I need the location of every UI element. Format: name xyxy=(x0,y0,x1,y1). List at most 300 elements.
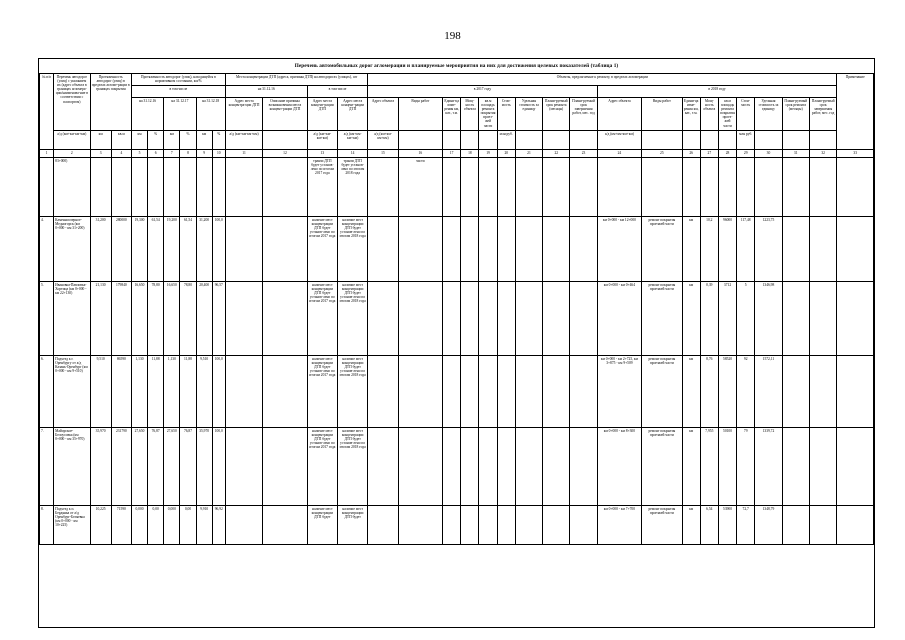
table-cell-c19 xyxy=(479,158,497,217)
hdr-empty-16 xyxy=(398,131,442,150)
table-cell-c6: 76,87 xyxy=(148,428,164,506)
table-cell-no xyxy=(40,158,54,217)
hdr-empty-30 xyxy=(755,131,782,150)
hdr-mln-2018: млн руб. xyxy=(737,131,755,150)
table-cell-c28 xyxy=(718,158,736,217)
table-cell-c12 xyxy=(263,428,307,506)
column-number: 1 xyxy=(40,150,54,158)
hdr-year-2017: в 2017 году xyxy=(368,86,597,98)
table-cell-c3: 9,510 xyxy=(90,356,111,428)
table-cell-c3 xyxy=(90,158,111,217)
table-cell-c8: 61,54 xyxy=(180,217,196,282)
hdr-empty-32 xyxy=(809,131,837,150)
table-cell-c30: 1223,75 xyxy=(755,217,782,282)
hdr-address-dtp-2017: Адрес места концент-рации ДТП xyxy=(307,98,337,131)
table-cell-c29: 5 xyxy=(737,282,755,356)
table-cell-name: Подъезд к п. Бердянка от а/д Оренбург-Беляевка (км 0+000 - км 10+225) xyxy=(54,506,90,545)
table-sheet xyxy=(38,58,875,628)
table-cell-c25 xyxy=(642,158,682,217)
table-cell-c27: 8,76 xyxy=(700,356,718,428)
table-cell-c10: 96,57 xyxy=(212,282,225,356)
column-number: 3 xyxy=(90,150,111,158)
table-cell-c9 xyxy=(196,158,212,217)
table-cell-c33 xyxy=(837,428,874,506)
table-cell-c23 xyxy=(570,506,597,545)
table-cell-c11 xyxy=(225,158,262,217)
hdr-obj-address-2017: Адрес объекта xyxy=(368,98,398,131)
table-cell-c22 xyxy=(543,428,570,506)
hdr-ab-km-6: а/д (км+км-км+км) xyxy=(597,131,641,150)
hdr-dtp-date1: на 31.12.16 xyxy=(225,86,307,98)
column-number: 28 xyxy=(718,150,736,158)
table-cell-c24: км 0+000 - км 8+300 xyxy=(597,428,641,506)
table-cell-c14: наличие мест концентрации ДТП будет установ-лено по итогам 2018 года xyxy=(338,282,368,356)
table-cell-c6: 0,00 xyxy=(148,506,164,545)
table-cell-name: Ивановка-Павловка-Хортица (км 0+000 - км 22+130) xyxy=(54,282,90,356)
table-row xyxy=(40,506,874,545)
table-cell-c11 xyxy=(225,506,262,545)
table-cell-c33 xyxy=(837,356,874,428)
column-number: 17 xyxy=(443,150,461,158)
hdr-ab-km-5: а/д (км+км-км+км) xyxy=(368,131,398,150)
table-cell-c3: 10,225 xyxy=(90,506,111,545)
table-cell-c18 xyxy=(461,282,479,356)
table-cell-c26: км xyxy=(682,356,700,428)
hdr-empty-31 xyxy=(782,131,809,150)
hdr-note: Примечание xyxy=(837,74,874,150)
hdr-empty-12 xyxy=(263,131,307,150)
table-cell-c5: 1,130 xyxy=(131,356,147,428)
table-cell-c10: 100,0 xyxy=(212,356,225,428)
table-cell-c14: наличие мест концентрации ДТП будет установ-лено по итогам 2018 года xyxy=(338,428,368,506)
table-cell-c3: 31,200 xyxy=(90,217,111,282)
column-number: 16 xyxy=(398,150,442,158)
table-cell-c13: транзи ДТП будет установ-лено по итогам 2017 года xyxy=(307,158,337,217)
table-cell-name: Каменноозерное-Медногорск (км 0+000 - км 31+200) xyxy=(54,217,90,282)
hdr-work-type-2018: Виды работ xyxy=(642,98,682,131)
table-cell-c14: транзи ДТП будет установ-лено по итогам 2018 года xyxy=(338,158,368,217)
table-cell-c12 xyxy=(263,356,307,428)
table-cell-c16 xyxy=(398,356,442,428)
table-cell-c18 xyxy=(461,217,479,282)
table-cell-c12 xyxy=(263,506,307,545)
table-cell-name: Подъезд к г. Оренбургу от а/д Казань-Оренбург (км 0+000 - км 9+510) xyxy=(54,356,90,428)
table-cell-c27: 0,39 xyxy=(700,282,718,356)
table-cell-c14: наличие мест концентрации ДТП будет xyxy=(338,506,368,545)
table-cell-c19 xyxy=(479,356,497,428)
column-number: 24 xyxy=(597,150,641,158)
table-cell-c21 xyxy=(515,217,542,282)
table-cell-no: 4. xyxy=(40,217,54,282)
table-cell-c24: км 0+000 - км 0+464 xyxy=(597,282,641,356)
table-cell-c15 xyxy=(368,428,398,506)
hdr-dtp: Места концентрации ДТП (адреса, причины ДТП) на автодорогах (улицах), шт xyxy=(225,74,367,86)
column-number: 18 xyxy=(461,150,479,158)
column-number: 26 xyxy=(682,150,700,158)
table-cell-c17 xyxy=(443,506,461,545)
hdr-kvm-2018: кв.м площадь ремонта покрытия проез-жей части xyxy=(718,98,736,131)
table-cell-c16 xyxy=(398,506,442,545)
table-cell-c21 xyxy=(515,428,542,506)
hdr-date1: на 31.12.16 xyxy=(131,98,163,131)
table-cell-c10: 100,0 xyxy=(212,428,225,506)
hdr-no: № п/п xyxy=(40,74,54,150)
column-number: 31 xyxy=(782,150,809,158)
table-cell-name: Майорское-Белоусовка (км 0+000 - км 35+970) xyxy=(54,428,90,506)
hdr-length: Протяженность автодорог (улиц) в пределах агломе-рации в границах покрытия xyxy=(90,74,131,131)
table-cell-c28: 58520 xyxy=(718,356,736,428)
table-cell-c29: 92 xyxy=(737,356,755,428)
hdr-term-2018: Плани-руемый срок ремонта (месяцы) xyxy=(782,98,809,131)
table-cell-c5: 27,650 xyxy=(131,428,147,506)
table-cell-c32 xyxy=(809,158,837,217)
table-cell-c25: ремонт покрытия проезжей части xyxy=(642,506,682,545)
column-number: 21 xyxy=(515,150,542,158)
table-cell-c15 xyxy=(368,217,398,282)
column-number: 22 xyxy=(543,150,570,158)
table-cell-c20 xyxy=(497,356,515,428)
table-cell-c23 xyxy=(570,158,597,217)
hdr-empty-19 xyxy=(479,131,497,150)
table-cell-c30: 1346,98 xyxy=(755,282,782,356)
table-cell-c13: наличие мест концентрации ДТП будет xyxy=(307,506,337,545)
table-cell-no: 6. xyxy=(40,356,54,428)
table-cell-c21 xyxy=(515,506,542,545)
table-cell-c19 xyxy=(479,428,497,506)
table-cell-c8: 11,88 xyxy=(180,356,196,428)
header-row-4 xyxy=(40,131,874,150)
hdr-empty-25 xyxy=(642,131,682,150)
column-number: 19 xyxy=(479,150,497,158)
table-cell-c23 xyxy=(570,217,597,282)
hdr-cause: Описание причины возникновения места концент-рации ДТП xyxy=(263,98,307,131)
table-cell-c8: 78,80 xyxy=(180,282,196,356)
table-cell-c23 xyxy=(570,428,597,506)
table-cell-c26 xyxy=(682,158,700,217)
table-cell-c33 xyxy=(837,506,874,545)
table-cell-c32 xyxy=(809,217,837,282)
table-cell-c28: 53900 xyxy=(718,506,736,545)
table-cell-c27 xyxy=(700,158,718,217)
table-cell-c12 xyxy=(263,158,307,217)
column-number: 33 xyxy=(837,150,874,158)
column-number: 11 xyxy=(225,150,262,158)
hdr-unit-2018: Едини-ца изме-рения км, кат., т.м. xyxy=(682,98,700,131)
hdr-done-2018: Плани-руемый срок завершения работ, мес. год xyxy=(809,98,837,131)
table-cell-c31 xyxy=(782,217,809,282)
hdr-power-2018: Мощ-ность объекта xyxy=(700,98,718,131)
table-cell-c33 xyxy=(837,282,874,356)
table-cell-c29: 117,48 xyxy=(737,217,755,282)
hdr-kvm-2017: кв.м площадь ремонта покрытия проез-жей части xyxy=(479,98,497,131)
column-number: 15 xyxy=(368,150,398,158)
column-number: 25 xyxy=(642,150,682,158)
column-number: 5 xyxy=(131,150,147,158)
column-number: 29 xyxy=(737,150,755,158)
hdr-done-2017: Плани-руемый срок завершения работ, мес. год xyxy=(570,98,597,131)
table-cell-c3: 21,130 xyxy=(90,282,111,356)
table-cell-c33 xyxy=(837,217,874,282)
hdr-term-2017: Плани-руемый срок ремонта (месяцы) xyxy=(543,98,570,131)
table-cell-c24: км 0+000 - км 12+000 xyxy=(597,217,641,282)
table-cell-c25: ремонт покрытия проезжей части xyxy=(642,217,682,282)
table-cell-c17 xyxy=(443,282,461,356)
hdr-ab-km-3: а/д (км+км-км+км) xyxy=(307,131,337,150)
hdr-objects: Объекты, предлагаемые к ремонту, в пределах агломерации xyxy=(368,74,837,86)
table-cell-c20 xyxy=(497,282,515,356)
table-cell-c26: км xyxy=(682,428,700,506)
table-cell-c4: 86590 xyxy=(111,356,131,428)
table-title: Перечень автомобильных дорог агломерации и планируемые мероприятия на них для достижения целевых показателей (таблица 1) xyxy=(39,59,874,74)
table-cell-c6: 11,88 xyxy=(148,356,164,428)
table-cell-c15 xyxy=(368,282,398,356)
table-cell-c19 xyxy=(479,506,497,545)
table-cell-c29: 79 xyxy=(737,428,755,506)
table-cell-c8 xyxy=(180,158,196,217)
hdr-cost-2017: Стои-мость xyxy=(497,98,515,131)
table-cell-c27: 10,2 xyxy=(700,217,718,282)
table-cell-c4: 179840 xyxy=(111,282,131,356)
table-cell-no: 7. xyxy=(40,428,54,506)
header-row-3 xyxy=(40,98,874,131)
table-cell-c26: км xyxy=(682,282,700,356)
table-cell-c11 xyxy=(225,428,262,506)
hdr-empty-26 xyxy=(682,131,700,150)
hdr-unit-cost-2017: Удельная стоимость за единицу xyxy=(515,98,542,131)
table-cell-c7: 19,200 xyxy=(164,217,180,282)
table-cell-c15 xyxy=(368,158,398,217)
table-cell-c7: 1,130 xyxy=(164,356,180,428)
table-cell-c13: наличие мест концентрации ДТП будет установ-лено по итогам 2017 года xyxy=(307,356,337,428)
hdr-mln-2017: млн руб. xyxy=(497,131,515,150)
table-cell-c13: наличие мест концентрации ДТП будет установ-лено по итогам 2017 года xyxy=(307,217,337,282)
table-cell-c32 xyxy=(809,506,837,545)
hdr-unit-cost-2018: Удельная стоимость за единицу xyxy=(755,98,782,131)
table-cell-c22 xyxy=(543,282,570,356)
table-cell-c24 xyxy=(597,158,641,217)
table-cell-c20 xyxy=(497,158,515,217)
table-cell-c5: 16,650 xyxy=(131,282,147,356)
column-number: 20 xyxy=(497,150,515,158)
table-cell-c10 xyxy=(212,158,225,217)
hdr-empty-27 xyxy=(700,131,718,150)
table-cell-c32 xyxy=(809,428,837,506)
table-cell-c30: 1339,72 xyxy=(755,428,782,506)
hdr-cost-2018: Стои-мость xyxy=(737,98,755,131)
hdr-pct-c: % xyxy=(212,131,225,150)
table-cell-c18 xyxy=(461,506,479,545)
table-cell-c8: 0,00 xyxy=(180,506,196,545)
table-cell-c7 xyxy=(164,158,180,217)
column-number: 30 xyxy=(755,150,782,158)
table-cell-c28: 50100 xyxy=(718,428,736,506)
table-cell-c32 xyxy=(809,282,837,356)
table-row xyxy=(40,158,874,217)
table-cell-c15 xyxy=(368,506,398,545)
column-number: 10 xyxy=(212,150,225,158)
table-cell-c26: км xyxy=(682,506,700,545)
table-cell-c25: ремонт покрытия проезжей части xyxy=(642,428,682,506)
table-cell-c7: 16,650 xyxy=(164,282,180,356)
hdr-empty-23 xyxy=(570,131,597,150)
table-cell-c10: 96,92 xyxy=(212,506,225,545)
column-number: 32 xyxy=(809,150,837,158)
table-cell-c31 xyxy=(782,282,809,356)
table-cell-c3: 35,970 xyxy=(90,428,111,506)
table-cell-c18 xyxy=(461,158,479,217)
table-cell-c11 xyxy=(225,217,262,282)
table-cell-c16 xyxy=(398,282,442,356)
table-cell-c27: 6,54 xyxy=(700,506,718,545)
table-cell-c26: км xyxy=(682,217,700,282)
table-cell-c24: км 0+000 - км 2+725, км 3+875 - км 9+509 xyxy=(597,356,641,428)
hdr-including: в том числе xyxy=(131,86,225,98)
table-cell-c11 xyxy=(225,356,262,428)
column-number: 8 xyxy=(180,150,196,158)
table-cell-name: 83+000) xyxy=(54,158,90,217)
hdr-address-dtp-2018: Адрес места концент-рации ДТП xyxy=(338,98,368,131)
hdr-normative: Протяженность автодорог (улиц), находящейся в нормативном состоянии, км/% xyxy=(131,74,225,86)
table-cell-c21 xyxy=(515,356,542,428)
table-cell-c22 xyxy=(543,506,570,545)
table-cell-c20 xyxy=(497,428,515,506)
hdr-empty-22 xyxy=(543,131,570,150)
table-cell-no: 8. xyxy=(40,506,54,545)
table-cell-c31 xyxy=(782,356,809,428)
column-number: 6 xyxy=(148,150,164,158)
table-cell-c21 xyxy=(515,282,542,356)
hdr-empty-21 xyxy=(515,131,542,150)
table-cell-c33 xyxy=(837,158,874,217)
table-cell-c11 xyxy=(225,282,262,356)
table-cell-c14: наличие мест концентрации ДТП будет установ-лено по итогам 2018 года xyxy=(338,356,368,428)
hdr-empty-18 xyxy=(461,131,479,150)
table-cell-c4: 280000 xyxy=(111,217,131,282)
table-cell-c20 xyxy=(497,506,515,545)
hdr-ab-km: а/д (км+км-км+км) xyxy=(54,131,90,150)
table-cell-c16 xyxy=(398,217,442,282)
hdr-address-dtp: Адрес места концентра-ции ДТП xyxy=(225,98,262,131)
table-cell-c24: км 0+000 - км 7+700 xyxy=(597,506,641,545)
page-number: 198 xyxy=(444,30,461,42)
hdr-work-type-2017: Виды работ xyxy=(398,98,442,131)
table-cell-c32 xyxy=(809,356,837,428)
table-cell-c9: 20,400 xyxy=(196,282,212,356)
table-row xyxy=(40,428,874,506)
table-cell-c16: части xyxy=(398,158,442,217)
table-cell-c4 xyxy=(111,158,131,217)
hdr-date3: на 31.12.18 xyxy=(196,98,225,131)
table-cell-c28: 3712 xyxy=(718,282,736,356)
hdr-unit-2017: Едини-ца изме-рения км, кат., т.м. xyxy=(443,98,461,131)
table-cell-c9: 9,510 xyxy=(196,356,212,428)
table-row xyxy=(40,282,874,356)
table-cell-c22 xyxy=(543,158,570,217)
table-cell-c5: 19,300 xyxy=(131,217,147,282)
column-number: 27 xyxy=(700,150,718,158)
table-cell-c25: ремонт покрытия проезжей части xyxy=(642,282,682,356)
table-cell-c6: 61,54 xyxy=(148,217,164,282)
hdr-km: км xyxy=(90,131,111,150)
hdr-ab-km-2: а/д (км+км-км+км) xyxy=(225,131,262,150)
table-cell-c14: наличие мест концентрации ДТП будет установ-лено по итогам 2018 года xyxy=(338,217,368,282)
table-cell-c12 xyxy=(263,217,307,282)
table-cell-c23 xyxy=(570,356,597,428)
table-cell-c15 xyxy=(368,356,398,428)
hdr-empty-17 xyxy=(443,131,461,150)
roads-table xyxy=(39,73,874,545)
column-number: 4 xyxy=(111,150,131,158)
table-cell-c16 xyxy=(398,428,442,506)
hdr-pct-a: % xyxy=(148,131,164,150)
hdr-pct-b: % xyxy=(180,131,196,150)
table-cell-c17 xyxy=(443,158,461,217)
table-cell-c30 xyxy=(755,158,782,217)
table-row xyxy=(40,217,874,282)
table-cell-c7: 27,650 xyxy=(164,428,180,506)
table-cell-c7: 0,000 xyxy=(164,506,180,545)
table-cell-c17 xyxy=(443,356,461,428)
table-cell-c10: 100,0 xyxy=(212,217,225,282)
table-cell-c9: 31,200 xyxy=(196,217,212,282)
column-number: 23 xyxy=(570,150,597,158)
table-cell-c29 xyxy=(737,158,755,217)
table-cell-c27: 7,955 xyxy=(700,428,718,506)
table-cell-c6: 78,80 xyxy=(148,282,164,356)
column-number-row xyxy=(40,150,874,158)
table-cell-c18 xyxy=(461,356,479,428)
hdr-dtp-including: в том числе xyxy=(307,86,368,98)
table-cell-c5: 0,000 xyxy=(131,506,147,545)
hdr-km-a: км xyxy=(131,131,147,150)
table-cell-c29: 72,7 xyxy=(737,506,755,545)
table-cell-c5 xyxy=(131,158,147,217)
table-cell-c22 xyxy=(543,356,570,428)
table-cell-c18 xyxy=(461,428,479,506)
table-cell-c13: наличие мест концентрации ДТП будет установ-лено по итогам 2017 года xyxy=(307,282,337,356)
hdr-km-b: км xyxy=(164,131,180,150)
header-row-2 xyxy=(40,86,874,98)
hdr-km-c: км xyxy=(196,131,212,150)
hdr-date2: на 31.12.17 xyxy=(164,98,196,131)
table-cell-c31 xyxy=(782,506,809,545)
table-cell-c30: 1572,11 xyxy=(755,356,782,428)
hdr-road-name: Перечень автодорог (улиц) с указанием их (адрес объекта в границах агломера-ции/наименова-ние в соответствии с паспортом) xyxy=(54,74,90,131)
table-cell-c9: 9,910 xyxy=(196,506,212,545)
table-row xyxy=(40,356,874,428)
table-cell-c19 xyxy=(479,217,497,282)
hdr-empty-28 xyxy=(718,131,736,150)
table-cell-c13: наличие мест концентрации ДТП будет установ-лено по итогам 2017 года xyxy=(307,428,337,506)
table-cell-c17 xyxy=(443,217,461,282)
table-cell-c21 xyxy=(515,158,542,217)
table-cell-c8: 76,87 xyxy=(180,428,196,506)
column-number: 7 xyxy=(164,150,180,158)
table-cell-c9: 35,970 xyxy=(196,428,212,506)
table-cell-c28: 96000 xyxy=(718,217,736,282)
table-cell-c31 xyxy=(782,158,809,217)
table-cell-c4: 71590 xyxy=(111,506,131,545)
table-cell-c25: ремонт покрытия проезжей части xyxy=(642,356,682,428)
hdr-power-2017: Мощ-ность объекта xyxy=(461,98,479,131)
column-number: 14 xyxy=(338,150,368,158)
column-number: 9 xyxy=(196,150,212,158)
column-number: 12 xyxy=(263,150,307,158)
header-row-1 xyxy=(40,74,874,86)
column-number: 13 xyxy=(307,150,337,158)
table-cell-c12 xyxy=(263,282,307,356)
table-cell-c30: 1348,79 xyxy=(755,506,782,545)
